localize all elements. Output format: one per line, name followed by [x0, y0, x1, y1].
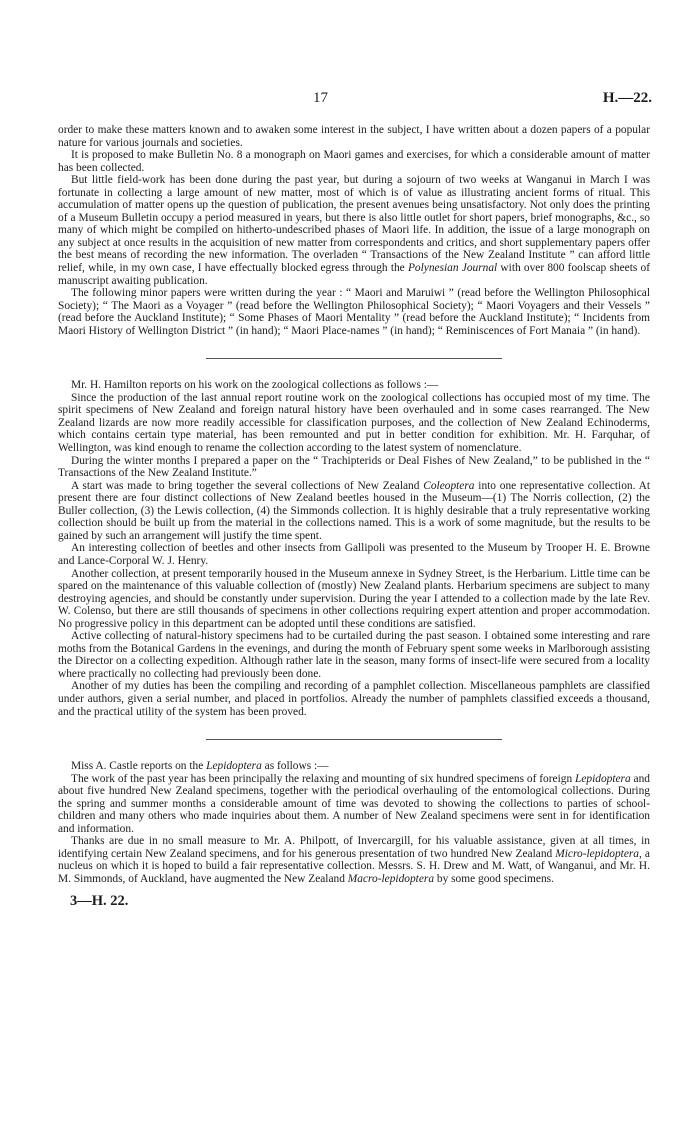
text-run: Thanks are due in no small measure to Mr. A. Philpott, of Invercargill, for his valuable assistance, given at all times, in identifying certain New Zealand specimens, and for his generous presentation of two hundred New Zealand — [58, 835, 650, 860]
paragraph: Another collection, at present temporarily housed in the Museum annexe in Sydney Street, is the Herbarium. Little time can be spared on the maintenance of this valuable collection of (mostly) New Zealand plants. Herbarium specimens are subject to many destroying agencies, and should be constantly under supervision. During the year I attended to a collection made by the late Rev. W. Colenso, but there are still thousands of specimens in other collections requiring expert attention and proper accommodation. No progressive policy in this department can be adopted until these conditions are satisfied. — [58, 567, 650, 630]
paragraph — [58, 835, 650, 885]
text-run: The work of the past year has been principally the relaxing and mounting of six hundred specimens of foreign — [71, 772, 575, 785]
taxon-name: Coleoptera — [423, 479, 475, 492]
paragraph: The following minor papers were written during the year : “ Maori and Maruiwi ” (read before the Wellington Philosophical Society); “ The Maori as a Voyager ” (read before the Wellington Philosophical Society); “ Maori Voyagers and their Vessels ” (read before the Auckland Institute); “ Some Phases of Maori Mentality ” (read before the Auckland Institute); “ Incidents from Maori History of Wellington District ” (in hand); “ Maori Place-names ” (in hand); “ Reminiscences of Fort Manaia ” (in hand). — [58, 287, 650, 337]
paragraph — [58, 773, 650, 836]
text-run: , a nucleus on which it is hoped to build a fair representative collection. Messrs. S. H. Drew and M. Watt, of Wanganui, and Mr. H. M. Simmonds, of Auckland, have augmented the New Zealand — [58, 847, 650, 885]
journal-title: Polynesian Journal — [407, 262, 498, 275]
page-header — [0, 92, 700, 110]
text-run: as follows :— — [261, 760, 329, 773]
paragraph: During the winter months I prepared a paper on the “ Trachipterids or Deal Fishes of New Zealand,” to be published in the “ Transactions of the New Zealand Institute.” — [58, 454, 650, 480]
taxon-name: Micro-lepidoptera — [555, 847, 640, 860]
text-run: into one representative collection. At present there are four distinct collections of New Zealand beetles housed in the Museum—(1) The Norris collection, (2) the Buller collection, (3) the Lewis collection, (4) the Simmonds collection. It is highly desirable that a truly representative working collection should be built up from the material in the collections named. This is a work of some magnitude, but the results to be gained by such an arrangement will justify the time spent. — [58, 479, 650, 542]
paragraph: Another of my duties has been the compiling and recording of a pamphlet collection. Miscellaneous pamphlets are classified under authors, given a serial number, and placed in portfolios. Already the number of pamphlets classified exceeds a thousand, and the practical utility of the system has been proved. — [58, 680, 650, 718]
text-run: and about five hundred New Zealand specimens, together with the periodical overhauling of the entomological collections. During the spring and summer months a considerable amount of time was devoted to showing the collections to parties of school-children and many others who made inquiries about them. A number of New Zealand specimens were sent in for identification and information. — [58, 772, 650, 835]
paragraph: It is proposed to make Bulletin No. 8 a monograph on Maori games and exercises, for which a considerable amount of matter has been collected. — [58, 149, 650, 174]
text-run: with over 800 foolscap sheets of manuscript awaiting publication. — [58, 262, 650, 287]
section-intro — [58, 760, 650, 773]
paragraph — [58, 174, 650, 287]
text-run: Miss A. Castle reports on the — [71, 760, 207, 773]
taxon-name: Lepidoptera — [575, 772, 631, 785]
paragraph — [58, 480, 650, 543]
section-intro: Mr. H. Hamilton reports on his work on the zoological collections as follows :— — [71, 379, 439, 392]
text-run: by some good specimens. — [434, 872, 554, 885]
document-code: H.—22. — [602, 90, 652, 106]
taxon-name: Macro-lepidoptera — [347, 872, 435, 885]
taxon-name: Lepidoptera — [206, 760, 262, 773]
paragraph: Active collecting of natural-history specimens had to be curtailed during the past season. I obtained some interesting and rare moths from the Botanical Gardens in the evenings, and during the month of February spent some weeks in Marlborough assisting the Director on a collecting expedition. Although rather late in the season, many forms of insect-life were secured from a locality where practically no collecting had previously been done. — [58, 630, 650, 680]
paragraph: Since the production of the last annual report routine work on the zoological collections has occupied most of my time. The spirit specimens of New Zealand and foreign natural history have been overhauled and in some cases rearranged. The New Zealand lizards are now more readily accessible for classification purposes, and the collection of New Zealand Echinoderms, which contains certain type material, has been remounted and put in better condition for exhibition. Mr. H. Farquhar, of Wellington, was kind enough to rename the collection according to the latest system of nomenclature. — [58, 391, 650, 455]
signature-mark: 3—H. 22. — [70, 892, 129, 909]
paragraph: order to make these matters known and to awaken some interest in the subject, I have written about a dozen papers of a popular nature for various journals and societies. — [58, 124, 650, 149]
paragraph: An interesting collection of beetles and other insects from Gallipoli was presented to the Museum by Trooper H. E. Browne and Lance-Corporal W. J. Henry. — [58, 542, 650, 567]
page-number: 17 — [313, 90, 328, 106]
page-body — [58, 124, 650, 910]
text-run: But little field-work has been done during the past year, but during a sojourn of two weeks at Wanganui in March I was fortunate in collecting a large amount of new matter, most of which is of value as illustrating ancient forms of ritual. This accumulation of matter opens up the question of publication, the present avenues being unsatisfactory. Not only does the printing of a Museum Bulletin occupy a period measured in years, but there is also little outlet for short papers, brief monographs, &c., so many of which might be compiled on hitherto-undescribed phases of Maori life. In addition, the issue of a large monograph on any subject at once results in the acquisition of new matter from correspondents and critics, and short supplementary papers offer the best means of recording the new information. The overladen “ Transactions of the New Zealand Institute ” can afford little relief, while, in my own case, I have effectually blocked egress through the — [58, 174, 650, 275]
section-divider — [206, 739, 502, 740]
section-divider — [206, 358, 502, 359]
text-run: A start was made to bring together the several collections of New Zealand — [71, 479, 424, 492]
